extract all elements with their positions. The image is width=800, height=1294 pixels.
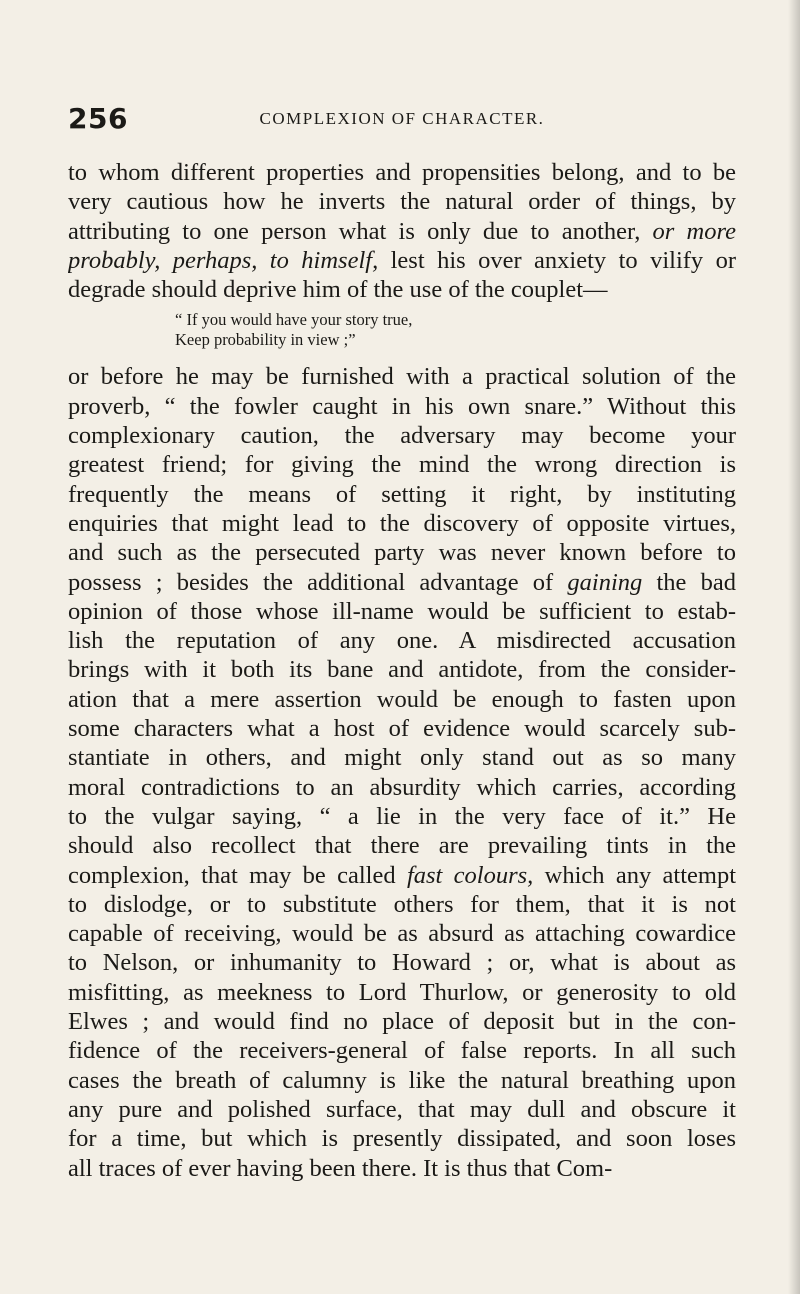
text-run: to dislodge, or to substitute others for them, that it is not — [68, 890, 736, 918]
text-line — [68, 626, 736, 655]
text-run: for a time, but which is presently dissipated, and soon loses — [68, 1125, 736, 1153]
text-run: misfitting, as meekness to Lord Thurlow, or generosity to old — [68, 978, 736, 1006]
text-line — [68, 421, 736, 450]
text-run: lest his over anxiety to vilify or — [378, 246, 736, 274]
text-run: some characters what a host of evidence would scarcely sub- — [68, 715, 736, 743]
text-line — [68, 187, 736, 216]
text-line — [68, 773, 736, 802]
text-run: brings with it both its bane and antidote, from the consider- — [68, 656, 736, 684]
couplet-quote — [68, 310, 736, 350]
text-line — [68, 743, 736, 772]
text-run: moral contradictions to an absurdity which carries, according — [68, 773, 736, 801]
text-line — [68, 538, 736, 567]
text-run: opinion of those whose ill-name would be sufficient to estab- — [68, 597, 736, 625]
text-line — [68, 831, 736, 860]
text-run: Elwes ; and would find no place of deposit but in the con- — [68, 1008, 736, 1036]
text-run: which any attempt — [533, 861, 736, 889]
text-line — [68, 1036, 736, 1065]
italic-text: or more — [652, 217, 736, 245]
text-line — [68, 450, 736, 479]
text-line — [68, 392, 736, 421]
text-line — [68, 1007, 736, 1036]
body-text — [68, 158, 736, 1183]
text-line — [68, 509, 736, 538]
text-run: and such as the persecuted party was never known before to — [68, 539, 736, 567]
text-line — [68, 685, 736, 714]
text-line — [68, 978, 736, 1007]
text-run: or before he may be furnished with a practical solution of the — [68, 363, 736, 391]
text-line — [68, 1154, 736, 1183]
couplet-line-1: “ If you would have your story true, — [175, 310, 413, 330]
text-run: to whom different properties and propensities belong, and to be — [68, 159, 736, 186]
text-run: the bad — [642, 568, 736, 596]
text-line — [68, 802, 736, 831]
text-line — [68, 714, 736, 743]
text-run: proverb, “ the fowler caught in his own snare.” Without this — [68, 392, 736, 420]
text-line — [68, 1095, 736, 1124]
text-run: degrade should deprive him of the use of the couplet— — [68, 276, 608, 304]
couplet-line-2: Keep probability in view ;” — [175, 330, 356, 350]
text-line — [68, 480, 736, 509]
text-run: enquiries that might lead to the discovery of opposite virtues, — [68, 509, 736, 537]
text-run: lish the reputation of any one. A misdirected accusation — [68, 627, 736, 655]
text-line — [68, 275, 736, 304]
text-line — [68, 246, 736, 275]
text-run: stantiate in others, and might only stand out as so many — [68, 744, 736, 772]
text-run: very cautious how he inverts the natural order of things, by — [68, 188, 736, 216]
page-edge-shadow — [788, 0, 800, 1294]
text-line — [68, 861, 736, 890]
text-line — [68, 568, 736, 597]
text-run: attributing to one person what is only due to another, — [68, 217, 653, 245]
text-run: greatest friend; for giving the mind the wrong direction is — [68, 451, 736, 479]
running-head: COMPLEXION OF CHARACTER. — [259, 109, 545, 128]
text-run: complexion, that may be called — [68, 861, 407, 889]
text-run: capable of receiving, would be as absurd as attaching cowardice — [68, 920, 736, 948]
italic-text: probably, perhaps, to himself, — [68, 246, 379, 274]
text-line — [68, 948, 736, 977]
text-run: frequently the means of setting it right, by instituting — [68, 480, 736, 508]
text-line — [68, 1066, 736, 1095]
text-line — [68, 655, 736, 684]
text-run: any pure and polished surface, that may dull and obscure it — [68, 1095, 736, 1123]
italic-text: gaining — [567, 568, 643, 596]
text-line — [68, 158, 736, 187]
text-run: fidence of the receivers-general of false reports. In all such — [68, 1037, 736, 1065]
paragraph-2 — [68, 362, 736, 1182]
italic-text: fast colours, — [406, 861, 534, 889]
text-line — [68, 597, 736, 626]
text-line — [68, 919, 736, 948]
page-header — [68, 101, 736, 141]
text-line — [68, 217, 736, 246]
text-run: cases the breath of calumny is like the natural breathing upon — [68, 1066, 736, 1094]
paragraph-1 — [68, 158, 736, 304]
text-run: to the vulgar saying, “ a lie in the very face of it.” He — [68, 802, 736, 830]
text-run: possess ; besides the additional advantage of — [68, 568, 568, 596]
text-line — [68, 362, 736, 391]
text-line — [68, 890, 736, 919]
text-run: ation that a mere assertion would be enough to fasten upon — [68, 685, 736, 713]
text-run: should also recollect that there are prevailing tints in the — [68, 832, 736, 860]
text-run: complexionary caution, the adversary may become your — [68, 422, 736, 450]
page-number: 256 — [68, 102, 128, 135]
text-run: to Nelson, or inhumanity to Howard ; or, what is about as — [68, 949, 736, 977]
text-line — [68, 1124, 736, 1153]
text-run: all traces of ever having been there. It is thus that Com- — [68, 1154, 613, 1182]
